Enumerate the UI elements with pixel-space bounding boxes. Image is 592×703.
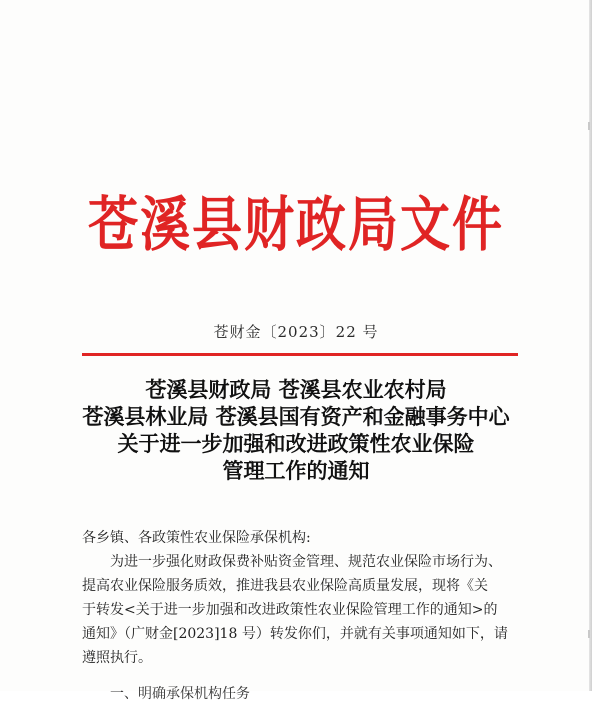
notice-body — [82, 526, 520, 670]
document-header-title: 苍溪县财政局文件 — [88, 189, 504, 260]
red-divider-line — [82, 353, 518, 356]
notice-title-line: 苍溪县财政局 苍溪县农业农村局 — [145, 377, 447, 402]
notice-title — [0, 376, 592, 484]
body-line: 为进一步强化财政保费补贴资金管理、规范农业保险市场行为、 — [110, 554, 502, 570]
binding-mark — [588, 630, 590, 638]
notice-title-line: 管理工作的通知 — [222, 458, 370, 483]
body-line: 提高农业保险服务质效，推进我县农业保险高质量发展，现将《关 — [82, 578, 488, 594]
document-number: 苍财金〔2023〕22 号 — [213, 323, 379, 341]
binding-mark — [588, 122, 590, 130]
body-line: 通知》（广财金[2023]18 号）转发你们，并就有关事项通知如下，请 — [82, 626, 508, 642]
section-heading-cut-off: 一、明确承保机构任务 — [110, 686, 250, 702]
notice-title-line: 关于进一步加强和改进政策性农业保险 — [117, 431, 475, 456]
notice-title-line: 苍溪县林业局 苍溪县国有资产和金融事务中心 — [82, 404, 510, 429]
body-line: 遵照执行。 — [82, 650, 152, 666]
salutation: 各乡镇、各政策性农业保险承保机构: — [82, 530, 311, 546]
body-line: 于转发<关于进一步加强和改进政策性农业保险管理工作的通知>的 — [82, 602, 498, 618]
